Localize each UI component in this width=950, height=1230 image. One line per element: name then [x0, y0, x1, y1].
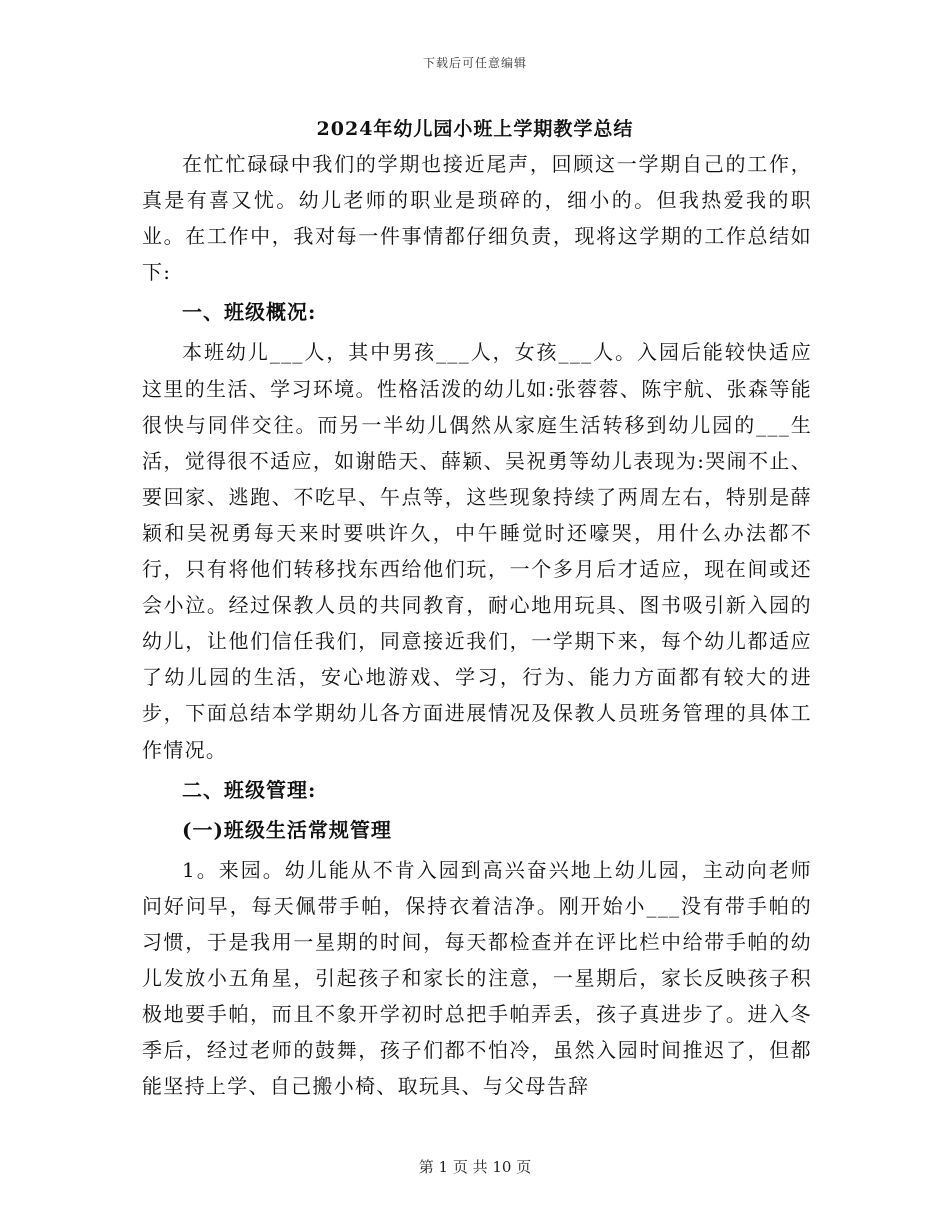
- page-header: 下载后可任意编辑: [422, 56, 527, 70]
- arrival-paragraph: 1。来园。幼儿能从不肯入园到高兴奋兴地上幼儿园，主动向老师问好问早，每天佩带手帕，保持衣着洁净。刚开始小___没有带手帕的习惯，于是我用一星期的时间，每天都检查并在评比栏中给带手帕的幼儿发放小五角星，引起孩子和家长的注意，一星期后，家长反映孩子积极地要手帕，而且不象开学初时总把手帕弄丢，孩子真进步了。进入冬季后，经过老师的鼓舞，孩子们都不怕冷，虽然入园时间推迟了，但都能坚持上学、自己搬小椅、取玩具、与父母告辞: [142, 857, 812, 1099]
- intro-paragraph: 在忙忙碌碌中我们的学期也接近尾声，回顾这一学期自己的工作，真是有喜又忧。幼儿老师的职业是琐碎的，细小的。但我热爱我的职业。在工作中，我对每一件事情都仔细负责，现将这学期的工作总结如下:: [142, 152, 812, 285]
- page-number: 第 1 页 共 10 页: [418, 1158, 532, 1176]
- document-title: 2024年幼儿园小班上学期教学总结: [316, 118, 634, 140]
- section-heading-class-overview: 一、班级概况:: [182, 300, 317, 325]
- document-body: [142, 146, 812, 1104]
- subsection-heading-daily-routine: (一)班级生活常规管理: [182, 817, 392, 842]
- section-heading-class-management: 二、班级管理:: [182, 777, 317, 802]
- class-overview-paragraph: 本班幼儿___人，其中男孩___人，女孩___人。入园后能较快适应这里的生活、学习环境。性格活泼的幼儿如:张蓉蓉、陈宇航、张森等能很快与同伴交往。而另一半幼儿偶然从家庭生活转移到幼儿园的___生活，觉得很不适应，如谢皓天、薛颖、吴祝勇等幼儿表现为:哭闹不止、要回家、逃跑、不吃早、午点等，这些现象持续了两周左右，特别是薛颖和吴祝勇每天来时要哄许久，中午睡觉时还嚎哭，用什么办法都不行，只有将他们转移找东西给他们玩，一个多月后才适应，现在间或还会小泣。经过保教人员的共同教育，耐心地用玩具、图书吸引新入园的幼儿，让他们信任我们，同意接近我们，一学期下来，每个幼儿都适应了幼儿园的生活，安心地游戏、学习，行为、能力方面都有较大的进步，下面总结本学期幼儿各方面进展情况及保教人员班务管理的具体工作情况。: [142, 340, 812, 762]
